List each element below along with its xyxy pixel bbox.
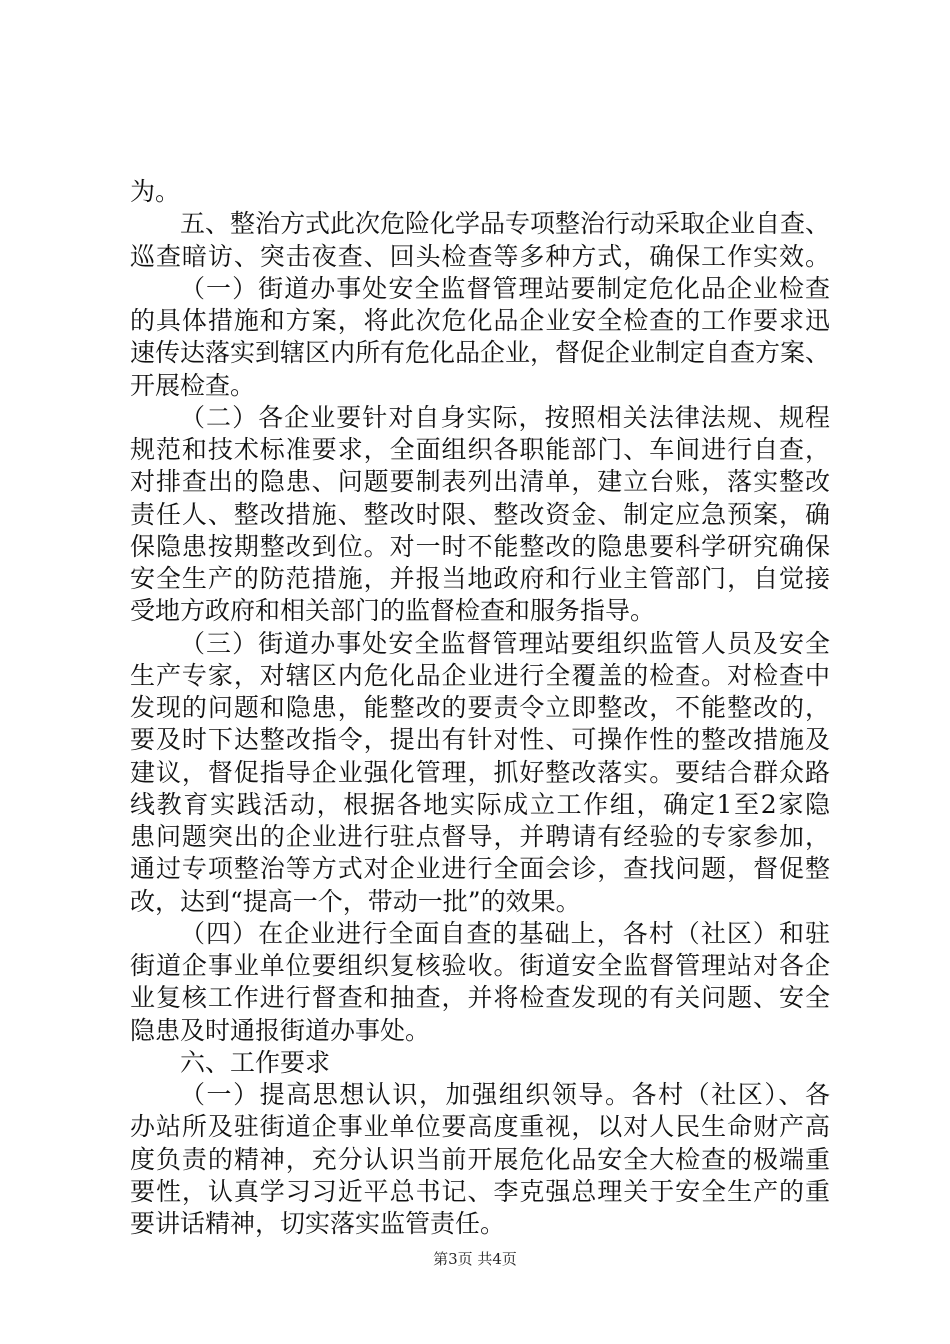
text-line: 的具体措施和方案，将此次危化品企业安全检查的工作要求迅: [130, 306, 830, 335]
text-line: 患问题突出的企业进行驻点督导，并聘请有经验的专家参加，: [130, 822, 830, 851]
text-line: 要讲话精神，切实落实监管责任。: [130, 1209, 506, 1238]
text-line: 建议，督促指导企业强化管理，抓好整改落实。要结合群众路: [130, 757, 830, 787]
text-line: 要性，认真学习习近平总书记、李克强总理关于安全生产的重: [130, 1176, 830, 1206]
text-line: 要及时下达整改指令，提出有针对性、可操作性的整改措施及: [130, 725, 830, 755]
text-line: 为。: [130, 177, 181, 206]
text-line: 保隐患按期整改到位。对一时不能整改的隐患要科学研究确保: [130, 531, 830, 561]
text-line: 规范和技术标准要求，全面组织各职能部门、车间进行自查，: [130, 435, 830, 464]
text-line: （四）在企业进行全面自查的基础上，各村（社区）和驻: [180, 918, 830, 948]
text-line: （一）提高思想认识，加强组织领导。各村（社区）、各: [180, 1080, 830, 1109]
text-line: 五、整治方式此次危险化学品专项整治行动采取企业自查、: [180, 209, 830, 239]
text-line: 责任人、整改措施、整改时限、整改资金、制定应急预案，确: [130, 499, 830, 529]
text-line: 业复核工作进行督查和抽查，并将检查发现的有关问题、安全: [130, 983, 830, 1013]
text-line: 隐患及时通报街道办事处。: [130, 1015, 431, 1045]
section-heading: 六、工作要求: [180, 1047, 331, 1077]
text-line: 速传达落实到辖区内所有危化品企业，督促企业制定自查方案、: [130, 338, 830, 368]
text-line: 通过专项整治等方式对企业进行全面会诊，查找问题，督促整: [130, 854, 830, 884]
text-line: 受地方政府和相关部门的监督检查和服务指导。: [130, 596, 656, 626]
page-footer: 第3页 共4页: [433, 1250, 517, 1268]
text-line: 巡查暗访、突击夜查、回头检查等多种方式，确保工作实效。: [130, 241, 830, 271]
text-line: 度负责的精神，充分认识当前开展危化品安全大检查的极端重: [130, 1144, 830, 1174]
text-line: 对排查出的隐患、问题要制表列出清单，建立台账，落实整改: [130, 467, 830, 497]
text-line: 开展检查。: [130, 370, 256, 400]
text-line: 生产专家，对辖区内危化品企业进行全覆盖的检查。对检查中: [130, 660, 830, 690]
text-line: （二）各企业要针对自身实际，按照相关法律法规、规程: [180, 402, 830, 432]
text-line: （一）街道办事处安全监督管理站要制定危化品企业检查: [180, 273, 830, 303]
text-line: 安全生产的防范措施，并报当地政府和行业主管部门，自觉接: [130, 564, 830, 593]
text-line: 发现的问题和隐患，能整改的要责令立即整改，不能整改的，: [130, 693, 830, 722]
text-line: 改，达到“提高一个，带动一批”的效果。: [130, 886, 581, 916]
text-line: （三）街道办事处安全监督管理站要组织监管人员及安全: [180, 628, 830, 658]
text-line: 街道企事业单位要组织复核验收。街道安全监督管理站对各企: [130, 951, 830, 980]
document-body: [130, 176, 830, 1240]
text-line: 线教育实践活动，根据各地实际成立工作组，确定1至2家隐: [130, 789, 830, 819]
text-line: 办站所及驻街道企事业单位要高度重视，以对人民生命财产高: [130, 1112, 830, 1142]
